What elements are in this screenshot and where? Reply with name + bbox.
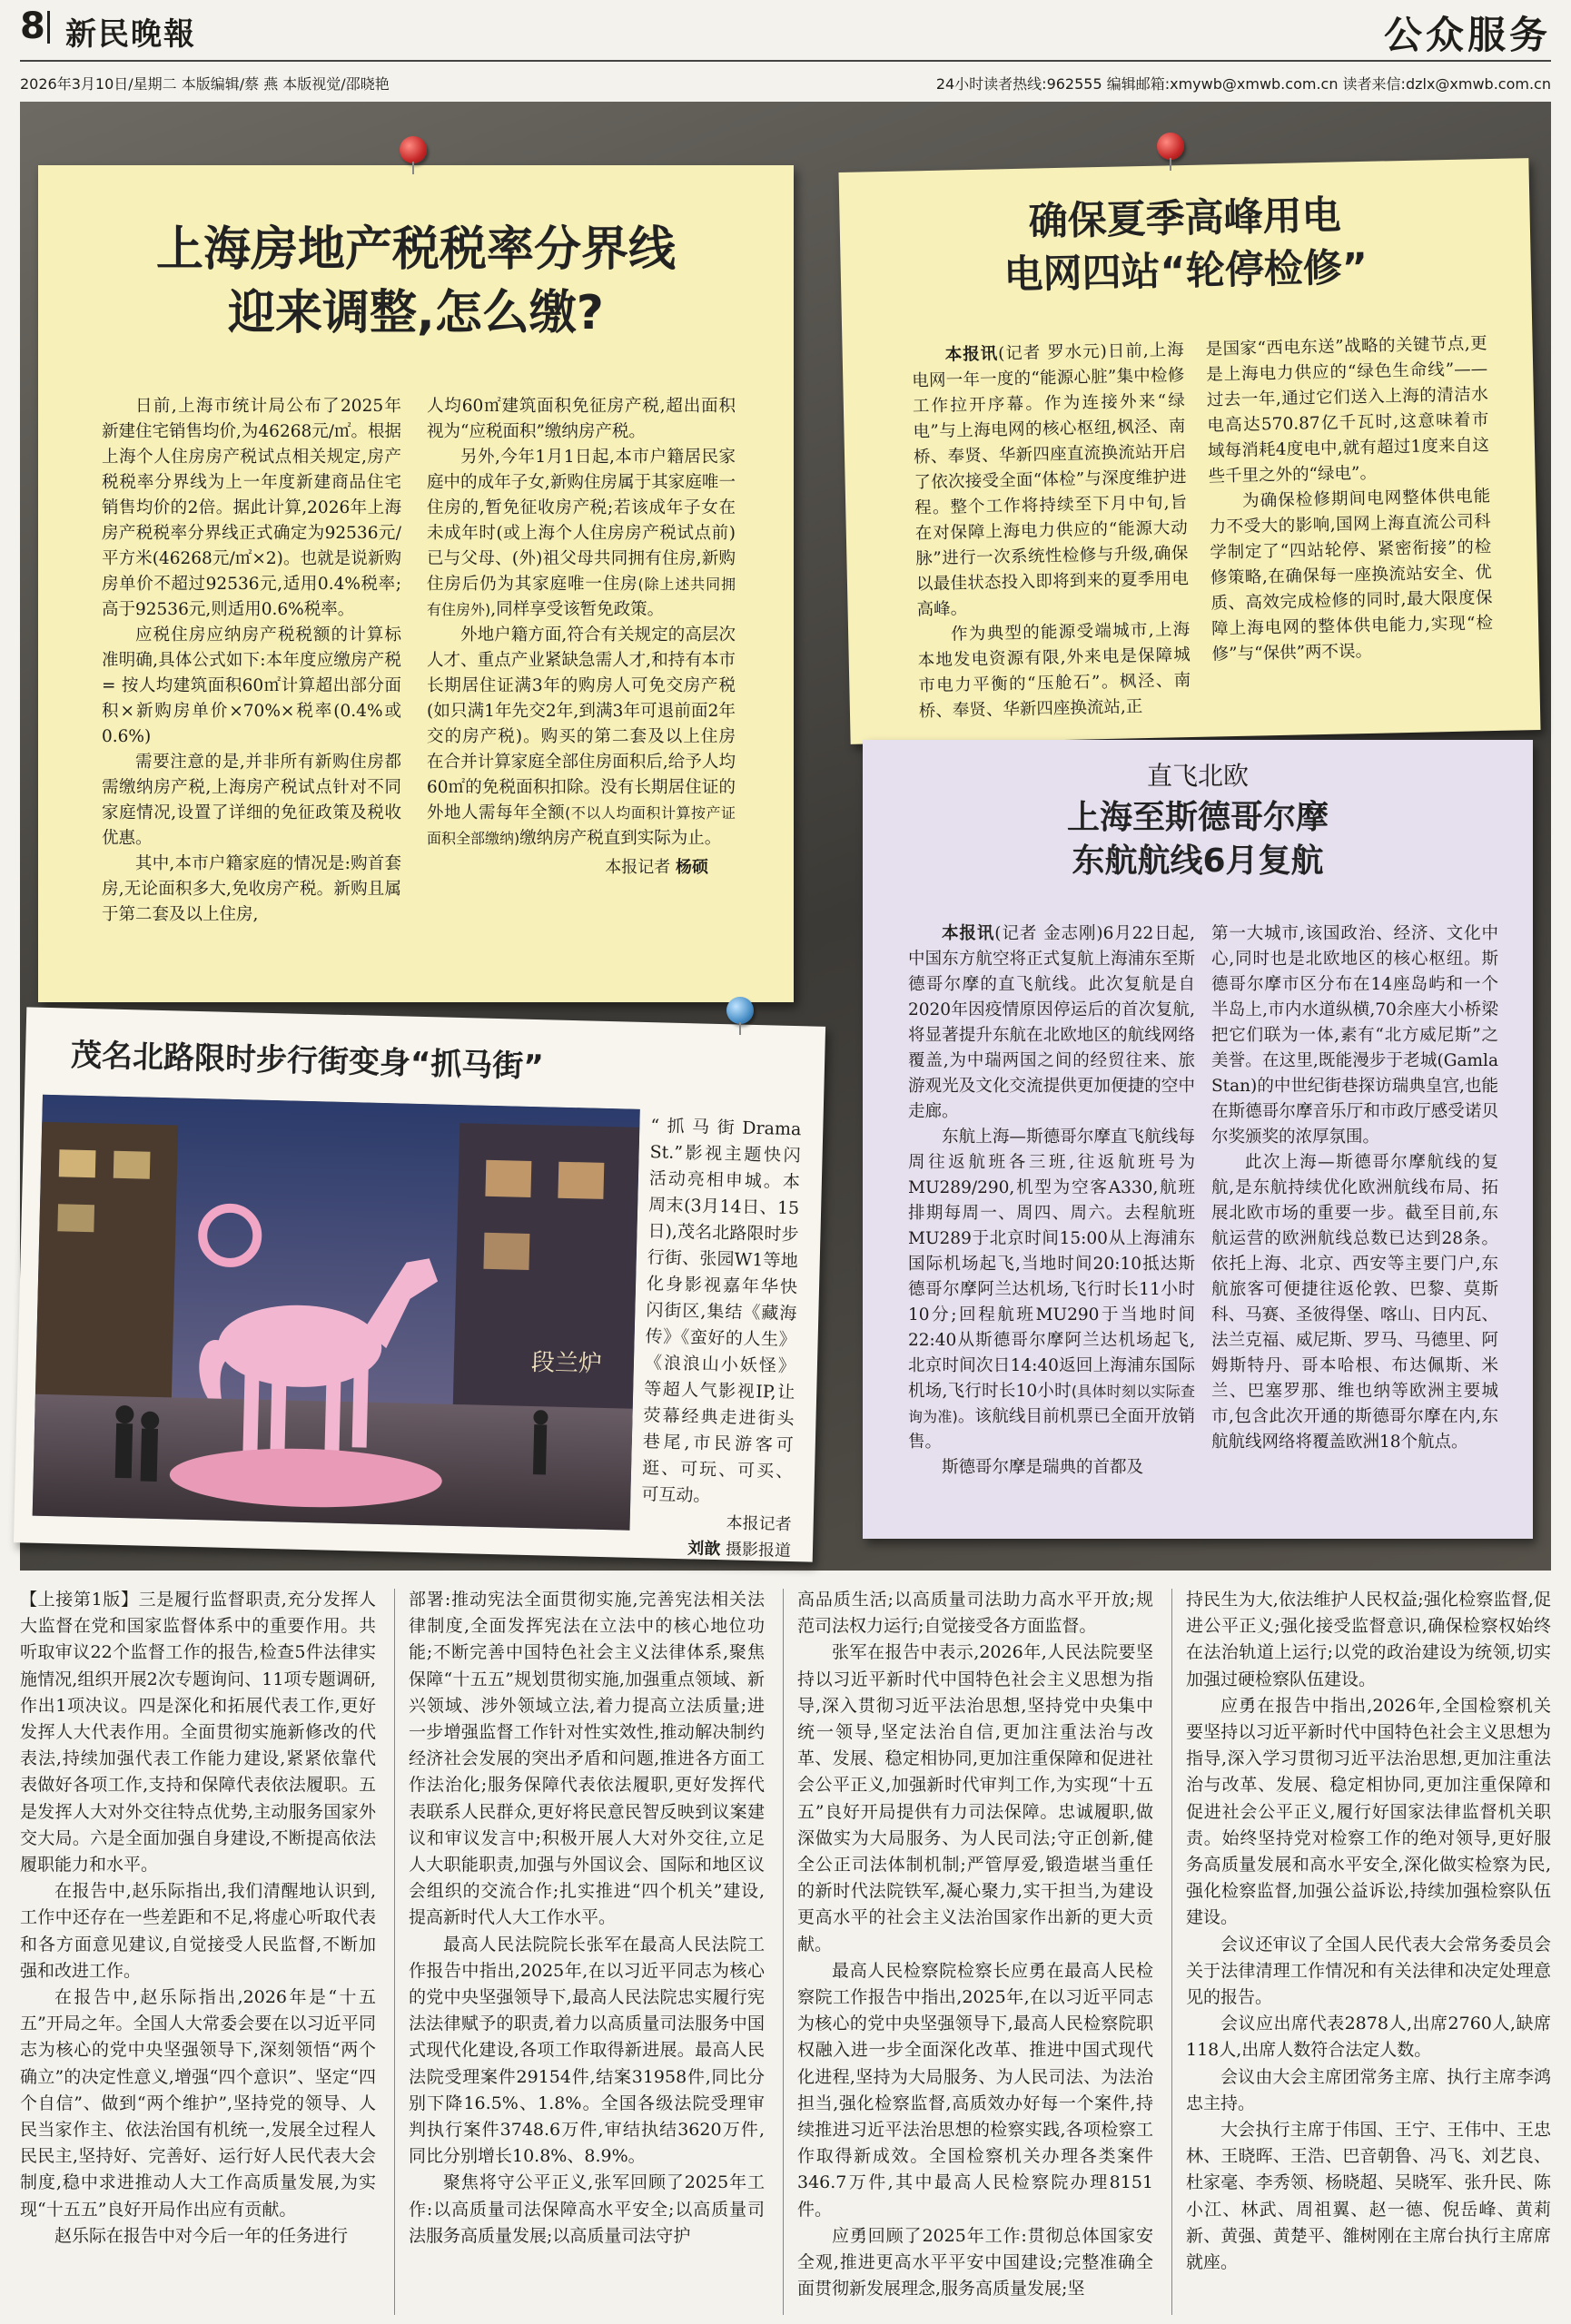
tax-paragraph: 日前,上海市统计局公布了2025年新建住宅销售均价,为46268元/㎡。根据上海个人住房房产税试点相关规定,房产税税率分界线为上一年度新建商品住宅销售均价的2倍。据此计算,2026年上海房产税税率分界线正式确定为92536元/平方米(46268元/㎡×2)。也就是说新购房单价不超过92536元,适用0.4%税率;高于92536元,则适用0.6%税率。 <box>102 397 401 619</box>
news-paragraph: 应勇在报告中指出,2026年,全国检察机关要坚持以习近平新时代中国特色社会主义思想为指导,深入学习贯彻习近平法治思想,更加注重法治与改革、发展、稳定相协同,更加注重保障和促进社会公平正义,履行好国家法律监督机关职责。始终坚持党对检察工作的绝对领导,更好服务高质量发展和高水平安全,深化做实检察为民,强化检察监督,加强公益诉讼,持续加强检察队伍建设。 <box>1186 1695 1551 1928</box>
power-column-1 <box>911 338 1191 724</box>
street-scene-image <box>33 1095 640 1531</box>
tax-headline <box>38 218 794 345</box>
flight-paragraph: 此次上海—斯德哥尔摩航线的复航,是东航持续优化欧洲航线布局、拓展北欧市场的重要一步。截至目前,东航运营的欧洲航线总数已达到28条。依托上海、北京、西安等主要门户,东航旅客可便捷往返伦敦、巴黎、莫斯科、马赛、圣彼得堡、喀山、日内瓦、法兰克福、威尼斯、罗马、马德里、阿姆斯特丹、哥本哈根、布达佩斯、米兰、巴塞罗那、维也纳等欧洲主要城市,包含此次开通的斯德哥尔摩在内,东航航线网络将覆盖欧洲18个航点。 <box>1211 1153 1498 1452</box>
flight-headline-line1: 上海至斯德哥尔摩 <box>1066 799 1329 836</box>
flight-paragraph: 斯德哥尔摩是瑞典的首都及 <box>942 1458 1144 1477</box>
flight-paragraph-tail: 。该航线目前机票已全面开放销售。 <box>908 1407 1195 1452</box>
power-headline-line1: 确保夏季高峰用电 <box>1028 192 1342 245</box>
flight-time-note: (具体时刻以实际查询为准) <box>908 1383 1195 1425</box>
reporter-credit: (记者 罗水元) <box>997 341 1108 364</box>
power-paragraph: 为确保检修期间电网整体供电能力不受大的影响,国网上海直流公司科学制定了“四站轮停、紧密衔接”的检修策略,在确保每一座换流站安全、优质、高效完成检修的同时,最大限度保障上海电网的整体供电能力,实现“检修”与“保供”两不误。 <box>1209 487 1494 665</box>
flight-paragraph-text: 东航上海—斯德哥尔摩直飞航线每周往返航班各三班,往返航班号为MU289/290,机型为空客A330,航班排期每周一、周四、周六。去程航班MU289于北京时间15:00从上海浦东国际机场起飞,当地时间20:10抵达斯德哥尔摩阿兰达机场,飞行时长11小时10分;回程航班MU290于当地时间22:40从斯德哥尔摩阿兰达机场起飞,北京时间次日14:40返回上海浦东国际机场,飞行时长10小时 <box>908 1128 1195 1401</box>
reporter-credit: (记者 金志刚) <box>994 924 1103 943</box>
byline-label: 本报记者 <box>726 1513 792 1535</box>
tax-paragraph-text: 外地户籍方面,符合有关规定的高层次人才、重点产业紧缺急需人才,和持有本市长期居住证满3年的购房人可免交房产税(如只满1年先交2年,到满3年可退前面2年交的房产税)。购买的第二套及以上住房在合并计算家庭全部住房面积后,给予人均60㎡的免税面积扣除。没有长期居住证的外地人需每年全额 <box>427 625 736 822</box>
news-paragraph: 在报告中,赵乐际指出,2026年是“十五五”开局之年。全国人大常委会要在以习近平同志为核心的党中央坚强领导下,深刻领悟“两个确立”的决定性意义,增强“四个意识”、坚定“四个自信”、做到“两个维护”,坚持党的领导、人民当家作主、依法治国有机统一,发展全过程人民民主,坚持好、完善好、运行好人民代表大会制度,稳中求进推动人大工作高质量发展,为实现“十五五”良好开局作出应有贡献。 <box>20 1987 376 2220</box>
tax-paragraph-tail: ,同样享受该暂免政策。 <box>490 600 665 619</box>
news-paragraph: 大会执行主席于伟国、王宁、王伟中、王忠林、王晓晖、王浩、巴音朝鲁、冯飞、刘艺良、杜家毫、李秀领、杨晓超、吴晓军、张升民、陈小江、林武、周祖翼、赵一德、倪岳峰、黄莉新、黄强、黄楚平、雒树刚在主席台执行主席席就座。 <box>1186 2120 1551 2273</box>
news-paragraph: 高品质生活;以高质量司法助力高水平开放;规范司法权力运行;自觉接受各方面监督。 <box>797 1590 1153 1637</box>
street-headline: 茂名北路限时步行街变身“抓马街” <box>70 1037 545 1086</box>
tax-paragraph-text: 另外,今年1月1日起,本市户籍居民家庭中的成年子女,新购住房属于其家庭唯一住房的,暂免征收房产税;若该成年子女在未成年时(或上海个人住房房产税试点前)已与父母、(外)祖父母共同拥有住房,新购住房后仍为其家庭唯一住房 <box>427 448 736 594</box>
edition-info: 2026年3月10日/星期二 本版编辑/蔡 燕 本版视觉/邵晓艳 <box>20 75 390 93</box>
tax-paragraph <box>427 623 736 852</box>
pushpin-icon <box>1157 133 1184 160</box>
flight-article <box>863 740 1533 1539</box>
power-paragraph: 作为典型的能源受端城市,上海本地发电资源有限,外来电是保障城市电力平衡的“压舱石”。枫泾、南桥、奉贤、华新四座换流站,正 <box>917 620 1191 722</box>
street-byline <box>640 1508 792 1564</box>
street-caption <box>640 1113 802 1564</box>
news-column-3 <box>797 1587 1153 2302</box>
flight-headline-line2: 东航航线6月复航 <box>1072 842 1324 880</box>
flight-paragraph-text: 6月22日起,中国东方航空将正式复航上海浦东至斯德哥尔摩的直飞航线。此次复航是自2020年因疫情原因停运后的首次复航,将显著提升东航在北欧地区的航线网络覆盖,为中瑞两国之间的经贸往来、旅游观光及文化交流提供更加便捷的空中走廊。 <box>908 924 1195 1121</box>
power-paragraph <box>911 338 1189 623</box>
flight-kicker: 直飞北欧 <box>1146 761 1249 791</box>
flight-headline <box>863 796 1533 883</box>
power-article <box>838 158 1540 744</box>
dateline-label: 本报讯 <box>942 924 995 943</box>
flight-paragraph <box>908 1125 1195 1455</box>
page-number: 8 <box>20 5 45 47</box>
page-number-divider <box>47 11 50 44</box>
byline-name: 杨硕 <box>676 858 708 877</box>
column-divider <box>783 1589 784 2315</box>
pushpin-icon <box>726 997 754 1024</box>
news-paragraph: 会议应出席代表2878人,出席2760人,缺席118人,出席人数符合法定人数。 <box>1186 2014 1551 2061</box>
byline-label: 本报记者 <box>605 858 671 877</box>
byline-tail: 摄影报道 <box>725 1540 792 1561</box>
tax-headline-line1: 上海房地产税税率分界线 <box>155 222 676 277</box>
section-title: 公众服务 <box>1383 13 1551 57</box>
news-paragraph: 聚焦将守公平正义,张军回顾了2025年工作:以高质量司法保障高水平安全;以高质量司法服务高质量发展;以高质量司法守护 <box>409 2172 765 2246</box>
contact-info: 24小时读者热线:962555 编辑邮箱:xmywb@xmwb.com.cn 读者来信:dzlx@xmwb.com.cn <box>935 75 1551 93</box>
tax-note-area: (不以人均面积计算按产证面积全部缴纳) <box>427 804 736 847</box>
news-paragraph: 会议还审议了全国人民代表大会常务委员会关于法律清理工作情况和有关法律和决定处理意见的报告。 <box>1186 1934 1551 2008</box>
flight-paragraph: 第一大城市,该国政治、经济、文化中心,同时也是北欧地区的核心枢纽。斯德哥尔摩市区分布在14座岛屿和一个半岛上,市内水道纵横,70余座大小桥梁把它们联为一体,素有“北方威尼斯”之美誉。在这里,既能漫步于老城(Gamla Stan)的中世纪街巷探访瑞典皇宫,也能在斯德哥尔摩音乐厅和市政厅感受诺贝尔奖颁奖的浓厚氛围。 <box>1211 924 1498 1147</box>
flight-paragraph <box>908 921 1195 1125</box>
news-paragraph: 会议由大会主席团常务主席、执行主席李鸿忠主持。 <box>1186 2066 1551 2113</box>
tax-note-shared: (除上述共同拥有住房外) <box>427 576 736 618</box>
news-paragraph: 部署:推动宪法全面贯彻实施,完善宪法相关法律制度,全面发挥宪法在立法中的核心地位功能;不断完善中国特色社会主义法律体系,聚焦保障“十五五”规划贯彻实施,加强重点领域、新兴领域、涉外领域立法,着力提高立法质量;进一步增强监督工作针对性实效性,推动解决制约经济社会发展的突出矛盾和问题,推进各方面工作法治化;服务保障代表依法履职,更好发挥代表联系人民群众,更好将民意民智反映到议案建议和审议发言中;积极开展人大对外交往,立足人大职能职责,加强与外国议会、国际和地区议会组织的交流合作;扎实推进“四个机关”建设,提高新时代人大工作水平。 <box>409 1590 765 1928</box>
tax-paragraph: 应税住房应纳房产税税额的计算标准明确,具体公式如下:本年度应缴房产税 = 按人均建筑面积60㎡计算超出部分面积×新购房单价×70%×税率(0.4%或0.6%) <box>102 625 401 746</box>
column-divider <box>1171 1589 1172 2315</box>
tax-paragraph-tail: 缴纳房产税直到实际为止。 <box>519 829 722 848</box>
tax-column-1 <box>102 394 401 928</box>
byline-name: 刘歆 <box>687 1539 721 1560</box>
news-paragraph: 在报告中,赵乐际指出,我们清醒地认识到,工作中还存在一些差距和不足,将虚心听取代表和各方面意见建议,自觉接受人民监督,不断加强和改进工作。 <box>20 1881 376 1981</box>
tax-column-2 <box>427 394 736 881</box>
news-column-4 <box>1186 1587 1551 2276</box>
tax-paragraph: 其中,本市户籍家庭的情况是:购首套房,无论面积多大,免收房产税。新购且属于第二套及以上住房, <box>102 854 401 924</box>
street-article <box>14 1007 825 1561</box>
power-paragraph: 是国家“西电东送”战略的关键节点,更是上海电力供应的“绿色生命线”——过去一年,通过它们送入上海的清洁水电高达570.87亿千瓦时,这意味着市域每消耗4度电中,就有超过1度来自这些千里之外的“绿电”。 <box>1205 334 1490 487</box>
street-photo <box>33 1095 640 1531</box>
news-column-1 <box>20 1587 376 2250</box>
news-paragraph: 最高人民法院院长张军在最高人民法院工作报告中指出,2025年,在以习近平同志为核心的党中央坚强领导下,最高人民法院忠实履行宪法法律赋予的职责,着力以高质量司法服务中国式现代化建设,各项工作取得新进展。最高人民法院受理案件29154件,结案31958件,同比分别下降16.5%、1.8%。全国各级法院受理审判执行案件3748.6万件,审结执结3620万件,同比分别增长10.8%、8.9%。 <box>409 1934 765 2167</box>
tax-paragraph: 人均60㎡建筑面积免征房产税,超出面积视为“应税面积”缴纳房产税。 <box>427 397 736 441</box>
news-column-2 <box>409 1587 765 2250</box>
power-paragraph-text: 日前,上海电网一年一度的“能源心脏”集中检修工作拉开序幕。作为连接外来“绿电”与上海电网的核心枢纽,枫泾、南桥、奉贤、华新四座直流换流站开启了依次接受全面“体检”与深度维护进程。整个工作将持续至下月中旬,旨在对保障上海电力供应的“能源大动脉”进行一次系统性检修与升级,确保以最佳状态投入即将到来的夏季用电高峰。 <box>912 340 1190 620</box>
news-paragraph: 【上接第1版】三是履行监督职责,充分发挥人大监督在党和国家监督体系中的重要作用。共听取审议22个监督工作的报告,检查5件法律实施情况,组织开展2次专题询问、11项专题调研,作出1项决议。四是深化和拓展代表工作,更好发挥人大代表作用。全面贯彻实施新修改的代表法,持续加强代表工作能力建设,紧紧依靠代表做好各项工作,支持和保障代表依法履职。五是发挥人大对外交往特点优势,主动服务国家外交大局。六是全面加强自身建设,不断提高依法履职能力和水平。 <box>20 1590 376 1876</box>
pushpin-icon <box>400 136 427 163</box>
news-paragraph: 持民生为大,依法维护人民权益;强化检察监督,促进公平正义;强化接受监督意识,确保检察权始终在法治轨道上运行;以党的政治建设为统领,切实加强过硬检察队伍建设。 <box>1186 1590 1551 1689</box>
column-divider <box>394 1589 395 2315</box>
news-paragraph: 应勇回顾了2025年工作:贯彻总体国家安全观,推进更高水平平安中国建设;完整准确全面贯彻新发展理念,服务高质量发展;坚 <box>797 2225 1153 2299</box>
tax-paragraph: 需要注意的是,并非所有新购住房都需缴纳房产税,上海房产税试点针对不同家庭情况,设置了详细的免征政策及税收优惠。 <box>102 753 401 848</box>
tax-headline-line2: 迎来调整,怎么缴? <box>228 286 604 340</box>
street-caption-text: “抓马街Drama St.”影视主题快闪活动亮相申城。本周末(3月14日、15日),茂名北路限时步行街、张园W1等地化身影视嘉年华快闪街区,集结《藏海传》《蛮好的人生》《浪浪山小妖怪》等超人气影视IP,让荧幕经典走进街头巷尾,市民游客可逛、可玩、可买、可互动。 <box>641 1116 802 1506</box>
shop-sign-text: 段兰炉 <box>530 1349 603 1378</box>
flight-column-2 <box>1211 921 1498 1455</box>
power-column-2 <box>1205 331 1494 667</box>
dateline-label: 本报讯 <box>944 344 999 365</box>
tax-article <box>38 165 794 1002</box>
tax-byline <box>427 855 736 881</box>
tax-paragraph <box>427 445 736 623</box>
newspaper-name: 新民晚報 <box>65 16 196 53</box>
news-paragraph: 张军在报告中表示,2026年,人民法院要坚持以习近平新时代中国特色社会主义思想为指导,深入贯彻习近平法治思想,坚持党中央集中统一领导,坚定法治自信,更加注重法治与改革、发展、稳定相协同,更加注重保障和促进社会公平正义,加强新时代审判工作,为实现“十五五”良好开局提供有力司法保障。忠诚履职,做深做实为大局服务、为人民司法;守正创新,健全公正司法体制机制;严管厚爱,锻造堪当重任的新时代法院铁军,凝心聚力,实干担当,为建设更高水平的社会主义法治国家作出新的更大贡献。 <box>797 1642 1153 1955</box>
masthead-rule <box>20 60 1551 62</box>
power-headline <box>839 185 1531 305</box>
news-paragraph: 最高人民检察院检察长应勇在最高人民检察院工作报告中指出,2025年,在以习近平同志为核心的党中央坚强领导下,最高人民检察院职权融入进一步全面深化改革、推进中国式现代化进程,坚持为大局服务、为人民司法、为法治担当,强化检察监督,高质效办好每一个案件,持续推进习近平法治思想的检察实践,各项检察工作取得新成效。全国检察机关办理各类案件346.7万件,其中最高人民检察院办理8151件。 <box>797 1960 1153 2220</box>
flight-column-1 <box>908 921 1195 1481</box>
news-paragraph: 赵乐际在报告中对今后一年的任务进行 <box>54 2225 349 2246</box>
power-headline-line2: 电网四站“轮停检修” <box>1003 244 1368 299</box>
